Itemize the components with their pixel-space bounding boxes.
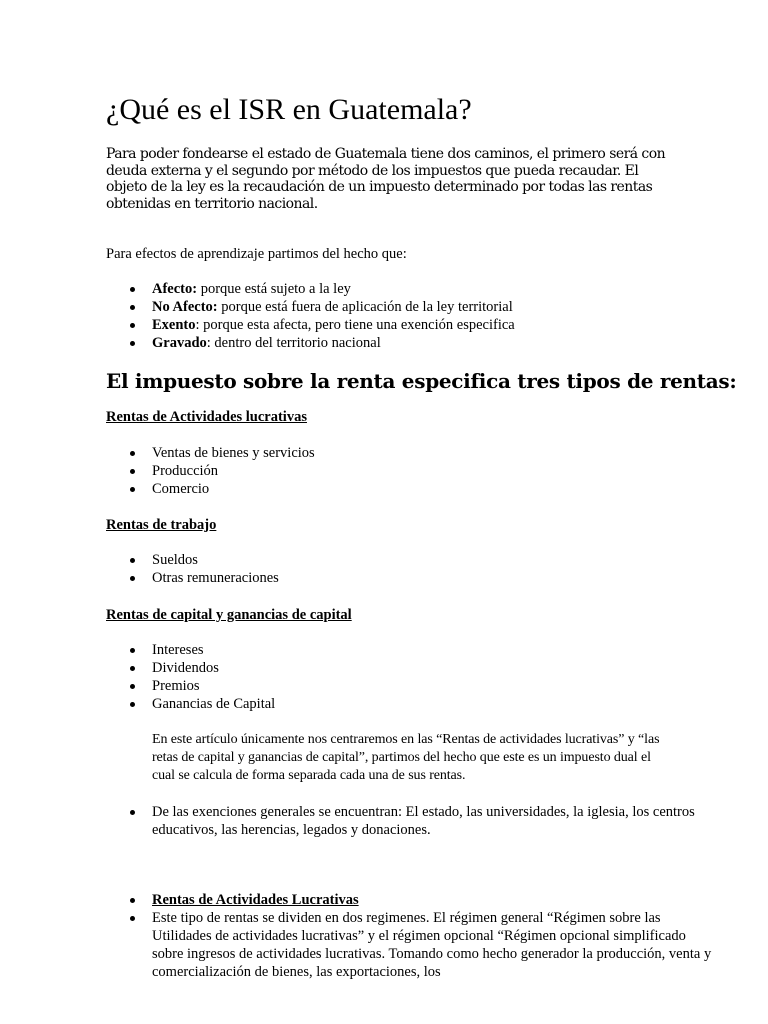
subheading-actividades: Rentas de Actividades lucrativas: [106, 409, 307, 425]
list-item: [106, 444, 315, 462]
list-item: [106, 909, 712, 981]
list-item-text: Intereses: [152, 642, 204, 658]
subheading-capital: Rentas de capital y ganancias de capital: [106, 607, 352, 623]
list-item: [106, 480, 315, 498]
bullet-icon: [130, 666, 135, 671]
exemptions-text: De las exenciones generales se encuentran: El estado, las universidades, la iglesia, los centros educativos, las herencias, legados y donaciones.: [152, 804, 695, 838]
bullet-icon: [130, 684, 135, 689]
list-item: [106, 334, 515, 352]
bullet-icon: [130, 487, 135, 492]
bullet-icon: [130, 576, 135, 581]
definition-term: Gravado: [152, 335, 207, 351]
bullet-icon: [130, 702, 135, 707]
definition-text: porque está sujeto a la ley: [197, 281, 351, 297]
list-item-text: Sueldos: [152, 552, 198, 568]
article-note: En este artículo únicamente nos centraremos en las “Rentas de actividades lucrativas” y “las retas de capital y ganancias de capital”, partimos del hecho que este es un impuesto dual el cual se calcula de forma separada cada una de sus rentas.: [152, 732, 660, 783]
list-item: [106, 695, 275, 713]
list-item-text: Comercio: [152, 481, 210, 497]
list-item: [106, 891, 712, 909]
bullet-icon: [130, 469, 135, 474]
subheading-trabajo: Rentas de trabajo: [106, 517, 217, 533]
list-item: [106, 298, 515, 316]
lucrativas-text: Este tipo de rentas se dividen en dos regimenes. El régimen general “Régimen sobre las Utilidades de actividades lucrativas” y el régimen opcional “Régimen opcional simplificado sobre ingresos de actividades lucrativas. Tomando como hecho generador la producción, venta y comercialización de bienes, las exportaciones, los: [152, 910, 712, 980]
list-item-text: Ganancias de Capital: [152, 696, 276, 712]
list-item: [106, 569, 279, 587]
definition-text: porque está fuera de aplicación de la ley territorial: [217, 299, 513, 315]
section-heading: El impuesto sobre la renta especifica tres tipos de rentas:: [106, 369, 737, 393]
definition-term: No Afecto:: [152, 299, 218, 315]
bullet-icon: [130, 341, 135, 346]
list-item: [106, 280, 515, 298]
list-item-text: Dividendos: [152, 660, 219, 676]
bullet-icon: [130, 810, 135, 815]
lucrativas-heading: Rentas de Actividades Lucrativas: [152, 892, 359, 908]
list-item: [106, 462, 315, 480]
bullet-icon: [130, 287, 135, 292]
bullet-icon: [130, 898, 135, 903]
bullet-icon: [130, 558, 135, 563]
list-item-text: Otras remuneraciones: [152, 570, 279, 586]
intro-paragraph: Para poder fondearse el estado de Guatemala tiene dos caminos, el primero será con deuda externa y el segundo por método de los impuestos que pueda recaudar. El objeto de la ley es la recaudación de un impuesto determinado por todas las rentas obtenidas en territorio nacional.: [106, 146, 666, 212]
trabajo-list: [106, 551, 279, 587]
list-item: [106, 551, 279, 569]
bullet-icon: [130, 305, 135, 310]
list-item: [106, 659, 275, 677]
list-item: [106, 803, 712, 839]
bullet-icon: [130, 323, 135, 328]
list-item-text: Ventas de bienes y servicios: [152, 445, 315, 461]
list-item: [106, 641, 275, 659]
capital-list: [106, 641, 275, 713]
definition-term: Afecto:: [152, 281, 198, 297]
learning-intro: Para efectos de aprendizaje partimos del hecho que:: [106, 246, 407, 262]
definition-term: Exento: [152, 317, 196, 333]
exemptions-list: [106, 803, 712, 839]
list-item-text: Premios: [152, 678, 200, 694]
list-item: [106, 316, 515, 334]
actividades-list: [106, 444, 315, 498]
definition-text: : dentro del territorio nacional: [206, 335, 381, 351]
bullet-icon: [130, 451, 135, 456]
lucrativas-list: [106, 891, 712, 981]
definition-text: : porque esta afecta, pero tiene una exención especifica: [195, 317, 515, 333]
bullet-icon: [130, 648, 135, 653]
page-title: ¿Qué es el ISR en Guatemala?: [106, 93, 472, 126]
bullet-icon: [130, 916, 135, 921]
list-item: [106, 677, 275, 695]
definitions-list: [106, 280, 515, 352]
list-item-text: Producción: [152, 463, 219, 479]
